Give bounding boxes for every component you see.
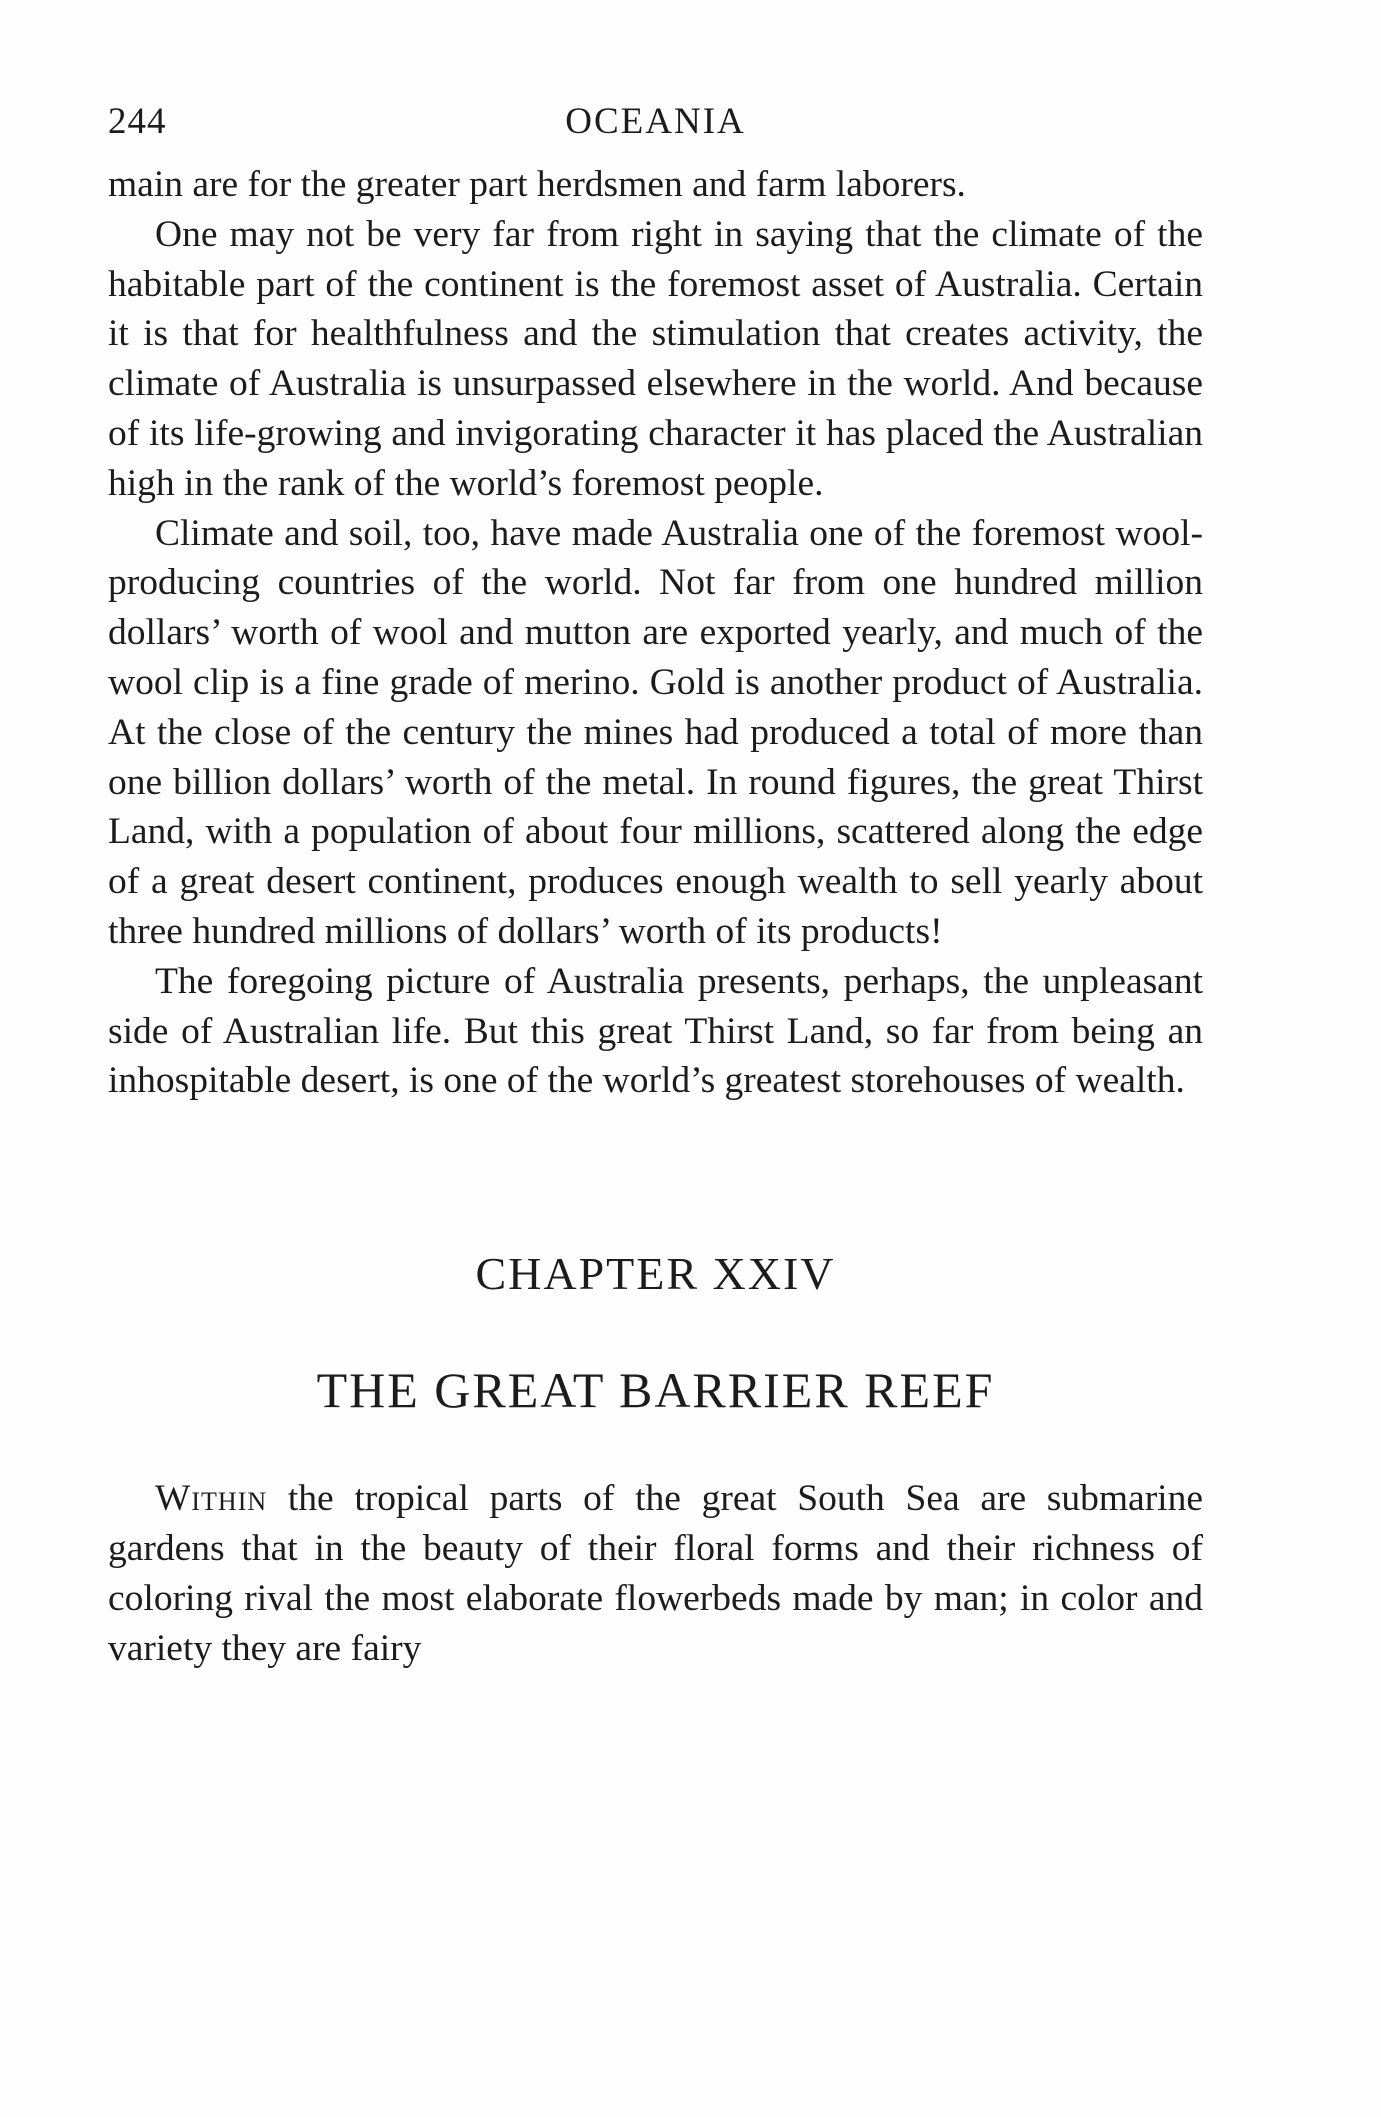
paragraph-conclusion: The foregoing picture of Australia presents, perhaps, the unpleasant side of Australian life. But this great Thirst Land, so far from being an inhospitable desert, is one of the world’s greatest storehouses of wealth. xyxy=(108,960,1203,1102)
page-number: 244 xyxy=(108,101,167,142)
opening-text: the tropical parts of the great South Sea are submarine gardens that in the beauty of their floral forms and their richness of coloring rival the most elaborate flowerbeds made by man; in color and variety they are fairy xyxy=(108,1478,1203,1669)
opening-word: Within xyxy=(155,1478,268,1520)
chapter-heading-block xyxy=(108,1244,1203,1420)
running-head xyxy=(108,100,1203,160)
chapter-number: CHAPTER XXIV xyxy=(475,1248,836,1300)
paragraph-wool-gold: Climate and soil, too, have made Australia one of the foremost wool-producing countries of the world. Not far from one hundred million dollars’ worth of wool and mutton are exported yearly, and much of the wool clip is a fine grade of merino. Gold is another product of Australia. At the close of the century the mines had produced a total of more than one billion dollars’ worth of the metal. In round figures, the great Thirst Land, with a population of about four millions, scattered along the edge of a great desert continent, produces enough wealth to sell yearly about three hundred millions of dollars’ worth of its products! xyxy=(108,512,1203,952)
running-title: OCEANIA xyxy=(565,101,746,142)
book-page xyxy=(108,100,1203,1673)
chapter-opening-paragraph xyxy=(108,1474,1203,1673)
paragraph-continuation: main are for the greater part herdsmen and farm laborers. xyxy=(108,164,966,205)
paragraph-climate: One may not be very far from right in saying that the climate of the habitable part of the continent is the foremost asset of Australia. Certain it is that for healthfulness and the stimulation that creates activity, the climate of Australia is unsurpassed elsewhere in the world. And because of its life-growing and invigorating character it has placed the Australian high in the rank of the world’s foremost people. xyxy=(108,213,1203,504)
chapter-title: THE GREAT BARRIER REEF xyxy=(316,1362,995,1419)
